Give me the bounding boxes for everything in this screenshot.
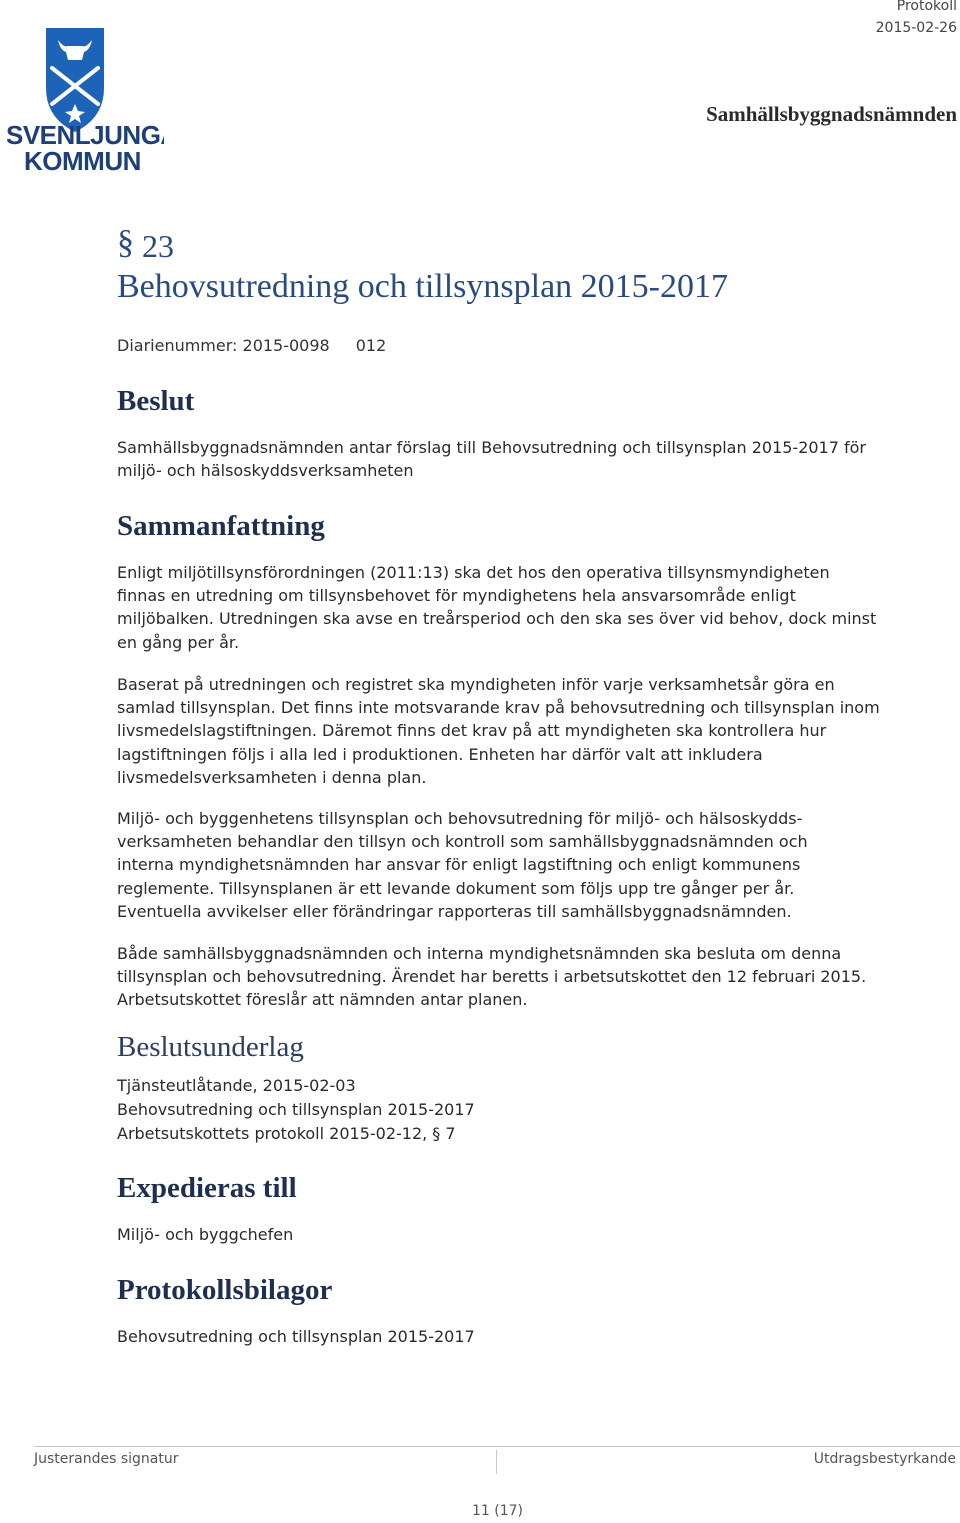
diary-code: 012 xyxy=(355,336,387,355)
expedieras-heading: Expedieras till xyxy=(117,1172,297,1204)
sammanfattning-p1 xyxy=(117,561,877,654)
protokollsbilagor-heading: Protokollsbilagor xyxy=(117,1274,333,1306)
beslut-text xyxy=(117,436,887,482)
list-item: Behovsutredning och tillsynsplan 2015-2017 xyxy=(117,1100,475,1119)
summary-paragraph: Både samhällsbyggnadsnämnden och interna myndighetsnämnden ska besluta om denna tillsynsplan och behovsutredning. Ärendet har beretts i arbetsutskottet den 12 februari 2015. Arbetsutskottet föreslår att nämnden antar planen. xyxy=(117,944,867,1010)
sammanfattning-p3 xyxy=(117,807,857,923)
committee-name: Samhällsbyggnadsnämnden xyxy=(706,102,957,126)
sammanfattning-p4 xyxy=(117,942,887,1012)
footer-divider xyxy=(34,1446,960,1447)
summary-paragraph: Baserat på utredningen och registret ska myndigheten inför varje verksamhetsår göra en samlad tillsynsplan. Det finns inte motsvarande krav på behovsutredning och tillsynsplan inom livsmedelslagstiftningen. Däremot finns det krav på att myndigheten ska kontrollera hur lagstiftningen följs i alla led i produktionen. Enheten har därför valt att inkludera livsmedelsverksamheten i denna plan. xyxy=(117,675,880,787)
beslut-heading: Beslut xyxy=(117,385,195,417)
diary-number-label: Diarienummer: 2015-0098 xyxy=(117,336,330,355)
signature-label: Justerandes signatur xyxy=(34,1451,179,1467)
svg-text:SVENLJUNGA: SVENLJUNGA xyxy=(6,120,164,150)
page-title: Behovsutredning och tillsynsplan 2015-2017 xyxy=(117,268,729,305)
list-item: Tjänsteutlåtande, 2015-02-03 xyxy=(117,1076,356,1095)
beslut-paragraph: Samhällsbyggnadsnämnden antar förslag till Behovsutredning och tillsynsplan 2015-2017 för miljö- och hälsoskyddsverksamheten xyxy=(117,438,866,481)
diary-number xyxy=(117,336,386,355)
footer-separator xyxy=(496,1450,497,1474)
certification-label: Utdragsbestyrkande xyxy=(813,1451,956,1467)
sammanfattning-p2 xyxy=(117,673,892,789)
list-item: Miljö- och byggchefen xyxy=(117,1225,294,1244)
list-item: Arbetsutskottets protokoll 2015-02-12, § 7 xyxy=(117,1124,456,1143)
document-date: 2015-02-26 xyxy=(875,20,957,36)
page-number: 11 (17) xyxy=(472,1503,524,1519)
document-type: Protokoll xyxy=(896,0,957,14)
sammanfattning-heading: Sammanfattning xyxy=(117,510,325,542)
summary-paragraph: Enligt miljötillsynsförordningen (2011:13) ska det hos den operativa tillsynsmyndigheten finnas en utredning om tillsynsbehovet för myndighetens hela ansvarsområde enligt miljöbalken. Utredningen ska avse en treårsperiod och den ska ses över vid behov, dock minst en gång per år. xyxy=(117,563,877,652)
beslutsunderlag-heading: Beslutsunderlag xyxy=(117,1031,304,1063)
municipality-logo xyxy=(4,24,164,176)
paragraph-sign: § xyxy=(117,224,134,261)
summary-paragraph: Miljö- och byggenhetens tillsynsplan och behovsutredning för miljö- och hälsoskydds-verksamheten behandlar den tillsyn och kontroll som samhällsbyggnadsnämnden och interna myndighetsnämnden har ansvar för enligt lagstiftning och enligt kommunens reglemente. Tillsynsplanen är ett levande dokument som följs upp tre gånger per år. Eventuella avvikelser eller förändringar rapporteras till samhällsbyggnadsnämnden. xyxy=(117,809,808,921)
list-item: Behovsutredning och tillsynsplan 2015-2017 xyxy=(117,1327,475,1346)
paragraph-number: 23 xyxy=(142,228,174,264)
coat-of-arms-icon xyxy=(4,24,164,176)
svg-text:KOMMUN: KOMMUN xyxy=(24,146,141,176)
